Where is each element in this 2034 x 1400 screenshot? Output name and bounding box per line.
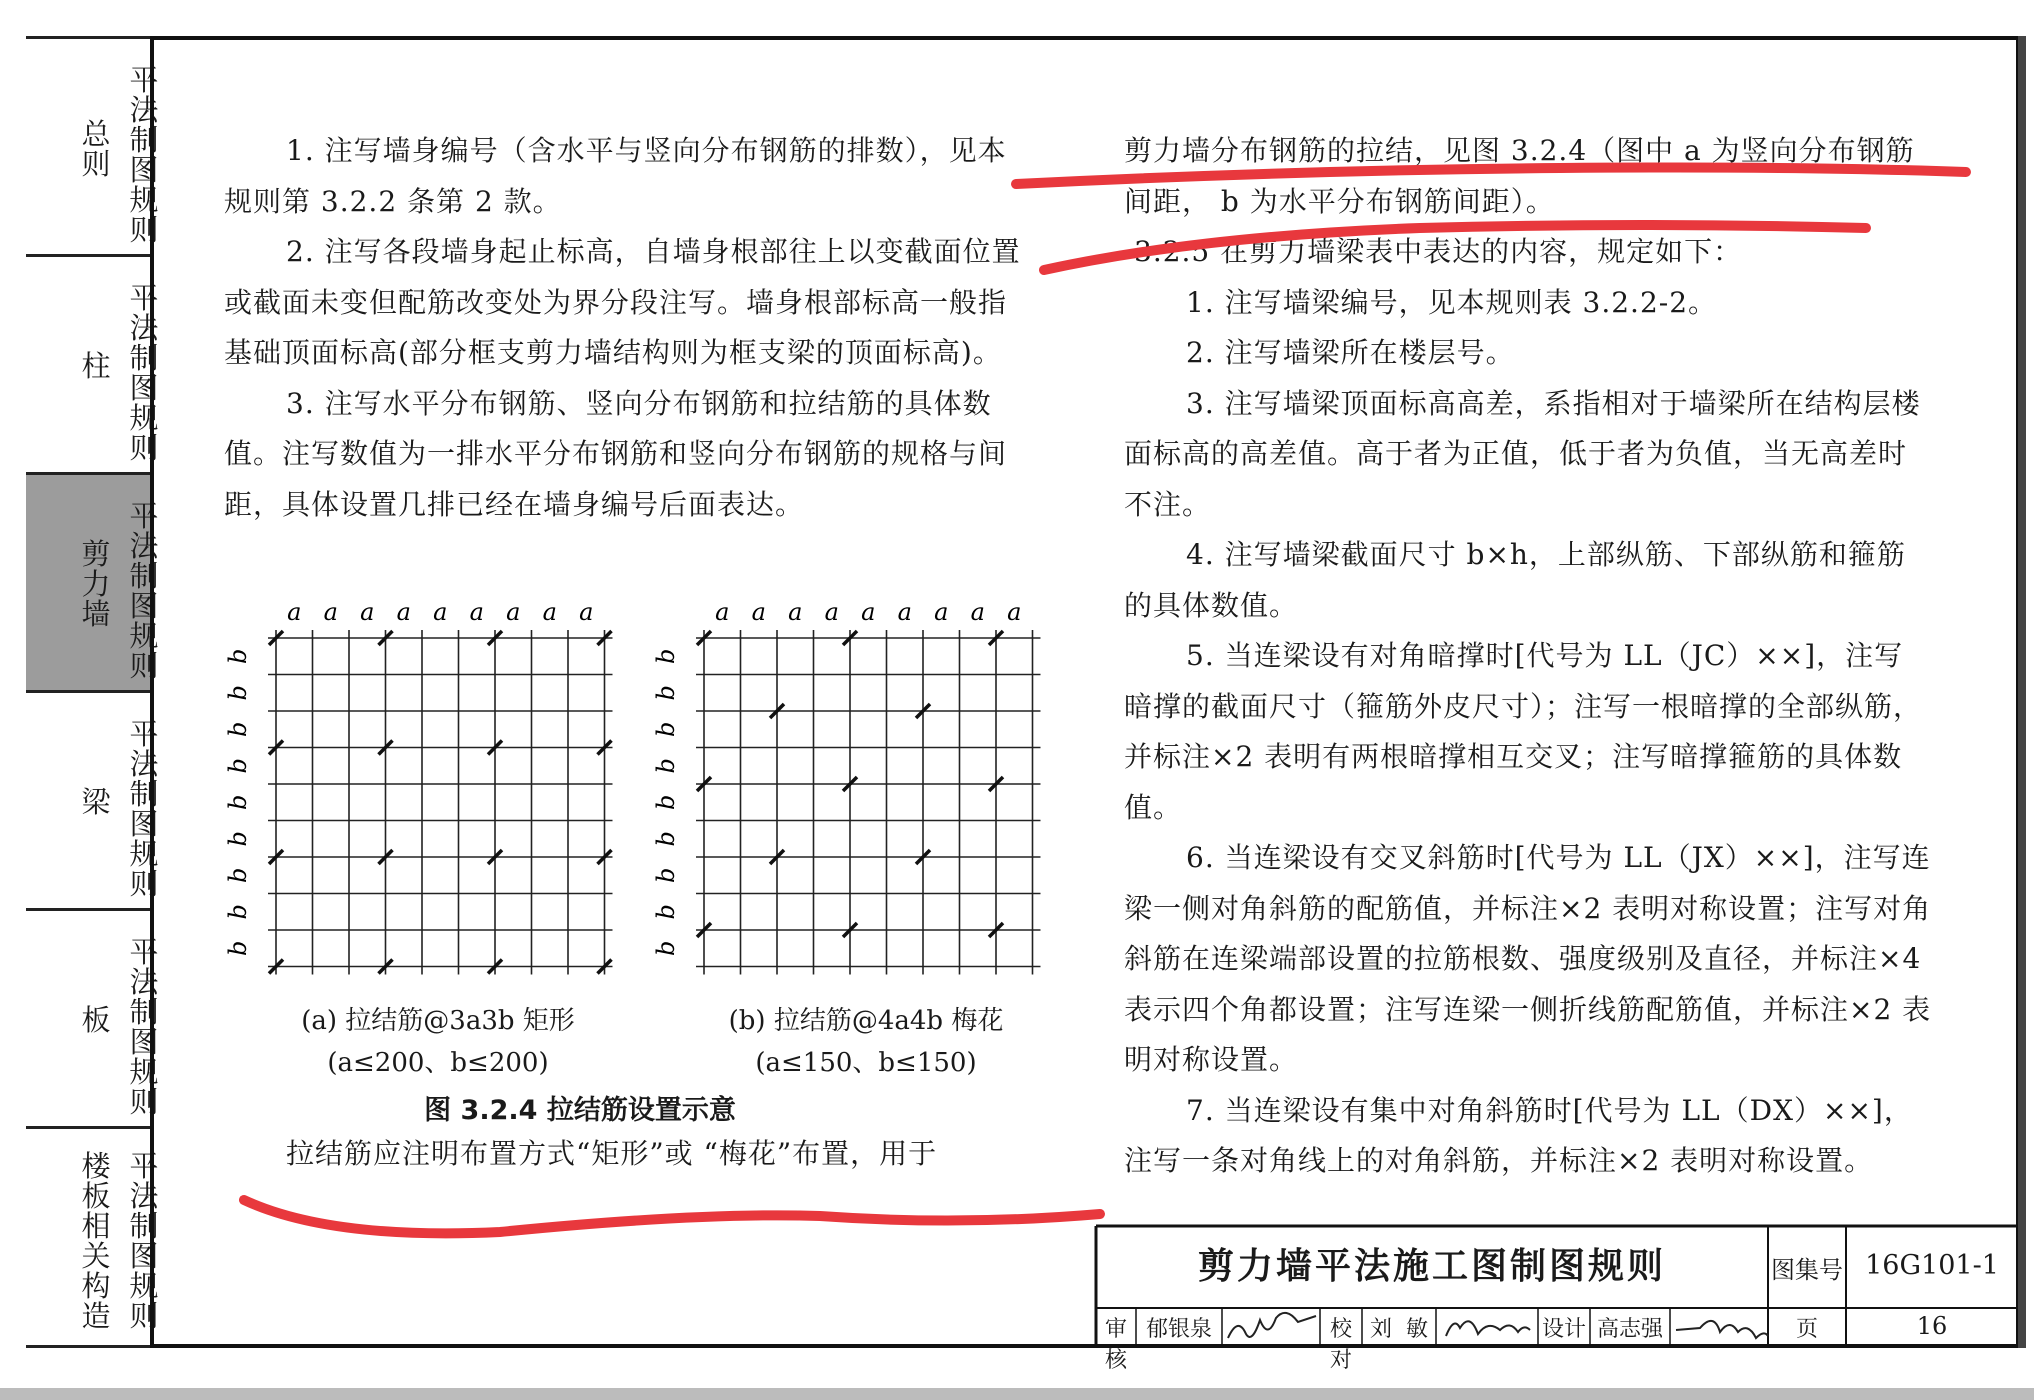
grid-a-spacing-a-label: a <box>360 598 375 626</box>
review-label: 审核 <box>1104 1317 1127 1373</box>
page-label: 页 <box>1795 1317 1818 1342</box>
left-paragraph-3: 3. 注写水平分布钢筋、竖向分布钢筋和拉结筋的具体数值。注写数值为一排水平分布钢筋和竖向分布钢筋的规格与间距，具体设置几排已经在墙身编号后面表达。 <box>224 386 1008 521</box>
check-label: 校对 <box>1329 1317 1352 1373</box>
atlas-number: 16G101-1 <box>1865 1250 1999 1281</box>
grid-b-spacing-a-label: a <box>897 598 912 626</box>
grid-a-spacing-a-label: a <box>469 598 484 626</box>
right-paragraph-4: 4. 注写墙梁截面尺寸 b×h，上部纵筋、下部纵筋和箍筋的具体数值。 <box>1124 538 1906 622</box>
red-underline-3 <box>244 1200 1100 1233</box>
grid-a-spacing-b-label: b <box>224 940 252 956</box>
reviewer-name: 郁银泉 <box>1145 1317 1212 1342</box>
grid-b-spacing-b-label: b <box>652 867 680 883</box>
bottom-note: 拉结筋应注明布置方式“矩形”或 “梅花”布置，用于 <box>286 1137 938 1170</box>
grid-a-spacing-b-label: b <box>224 831 252 847</box>
side-tab-main-label: 平法制图规则 <box>129 935 159 1119</box>
grid-b-spacing-a-label: a <box>788 598 803 626</box>
left-paragraph-1: 1. 注写墙身编号（含水平与竖向分布钢筋的排数），见本规则第 3.2.2 条第 2 款。 <box>224 134 1007 218</box>
side-tab-main-label: 平法制图规则 <box>129 281 159 465</box>
grid-b-spacing-b-label: b <box>652 940 680 956</box>
grid-b-spacing-b-label: b <box>652 904 680 920</box>
red-underline-2 <box>1044 225 1866 270</box>
grid-b-spacing-a-label: a <box>751 598 766 626</box>
grid-b-spacing-b-label: b <box>652 721 680 737</box>
right-paragraph-5: 5. 当连梁设有对角暗撑时[代号为 LL（JC）××]，注写暗撑的截面尺寸（箍筋外皮尺寸）；注写一根暗撑的全部纵筋，并标注×2 表明有两根暗撑相互交叉；注写暗撑箍筋的具体数值。 <box>1124 639 1923 824</box>
grid-b-spacing-b-label: b <box>652 758 680 774</box>
figure-b-caption-line1: (b) 拉结筋@4a4b 梅花 <box>728 1006 1004 1036</box>
side-tab-sub-label: 楼板相关构造 <box>81 1149 111 1333</box>
grid-a-spacing-b-label: b <box>224 904 252 920</box>
left-paragraph-2: 2. 注写各段墙身起止标高，自墙身根部往上以变截面位置或截面未变但配筋改变处为界分段注写。墙身根部标高一般指基础顶面标高(部分框支剪力墙结构则为框支梁的顶面标高)。 <box>224 235 1021 369</box>
grid-b-spacing-b-label: b <box>652 685 680 701</box>
grid-b-spacing-a-label: a <box>970 598 985 626</box>
grid-a-spacing-b-label: b <box>224 685 252 701</box>
grid-b-spacing-b-label: b <box>652 831 680 847</box>
grid-a-spacing-a-label: a <box>396 598 411 626</box>
viewer-bottom-bar <box>0 1388 2034 1400</box>
checker-name: 刘 敏 <box>1370 1317 1428 1342</box>
grid-a-spacing-b-label: b <box>224 648 252 664</box>
grid-b-spacing-a-label: a <box>934 598 949 626</box>
side-tab-main-label: 平法制图规则 <box>129 717 159 901</box>
title-block-title: 剪力墙平法施工图制图规则 <box>1197 1246 1666 1287</box>
grid-a-spacing-a-label: a <box>433 598 448 626</box>
figure-title: 图 3.2.4 拉结筋设置示意 <box>424 1095 736 1126</box>
designer-name: 高志强 <box>1596 1317 1663 1342</box>
grid-a-spacing-a-label: a <box>579 598 594 626</box>
figure-a-caption-line2: (a≤200、b≤200) <box>327 1048 549 1078</box>
right-paragraph-0: 剪力墙分布钢筋的拉结，见图 3.2.4（图中 a 为竖向分布钢筋间距， b 为水平分布钢筋间距）。 <box>1124 134 1915 218</box>
figure-a-caption-line1: (a) 拉结筋@3a3b 矩形 <box>301 1006 575 1036</box>
grid-b-spacing-a-label: a <box>1007 598 1022 626</box>
grid-b-spacing-b-label: b <box>652 794 680 810</box>
grid-a-spacing-b-label: b <box>224 794 252 810</box>
grid-b-spacing-b-label: b <box>652 648 680 664</box>
figure-b-caption-line2: (a≤150、b≤150) <box>755 1048 977 1078</box>
grid-b-spacing-a-label: a <box>824 598 839 626</box>
grid-b-spacing-a-label: a <box>861 598 876 626</box>
right-paragraph-2: 2. 注写墙梁所在楼层号。 <box>1186 336 1515 369</box>
design-label: 设计 <box>1541 1317 1586 1342</box>
page-number: 16 <box>1916 1312 1948 1340</box>
grid-a-spacing-a-label: a <box>542 598 557 626</box>
side-tab-sub-label: 板 <box>81 1003 111 1037</box>
grid-a-spacing-b-label: b <box>224 758 252 774</box>
grid-a-spacing-b-label: b <box>224 721 252 737</box>
side-tab-sub-label: 总则 <box>81 117 111 181</box>
section-heading: 3.2.5 在剪力墙梁表中表达的内容，规定如下： <box>1134 235 1743 268</box>
side-tab-main-label: 平法制图规则 <box>129 63 159 247</box>
grid-b-spacing-a-label: a <box>715 598 730 626</box>
grid-a-spacing-a-label: a <box>287 598 302 626</box>
side-tab-main-label: 平法制图规则 <box>129 1149 159 1333</box>
grid-a-spacing-a-label: a <box>323 598 338 626</box>
grid-a-spacing-a-label: a <box>506 598 521 626</box>
red-underline-1 <box>1016 168 1966 185</box>
side-tab-sub-label: 梁 <box>81 785 111 819</box>
atlas-label: 图集号 <box>1771 1256 1843 1284</box>
right-paragraph-1: 1. 注写墙梁编号，见本规则表 3.2.2-2。 <box>1186 285 1718 319</box>
side-tab-sub-label: 柱 <box>81 349 111 383</box>
side-tab-main-label: 平法制图规则 <box>129 499 159 683</box>
side-tab-sub-label: 剪力墙 <box>81 537 111 631</box>
grid-a-spacing-b-label: b <box>224 867 252 883</box>
right-paragraph-6: 6. 当连梁设有交叉斜筋时[代号为 LL（JX）××]，注写连梁一侧对角斜筋的配筋值，并标注×2 表明对称设置；注写对角斜筋在连梁端部设置的拉筋根数、强度级别及直径，并标注×4 表示四个角都设置；注写连梁一侧折线筋配筋值，并标注×2 表明对称设置。 <box>1124 841 1932 1076</box>
right-paragraph-7: 7. 当连梁设有集中对角斜筋时[代号为 LL（DX）××]，注写一条对角线上的对角斜筋，并标注×2 表明对称设置。 <box>1124 1093 1913 1177</box>
right-paragraph-3: 3. 注写墙梁顶面标高高差，系指相对于墙梁所在结构层楼面标高的高差值。高于者为正值，低于者为负值，当无高差时不注。 <box>1124 386 1921 521</box>
